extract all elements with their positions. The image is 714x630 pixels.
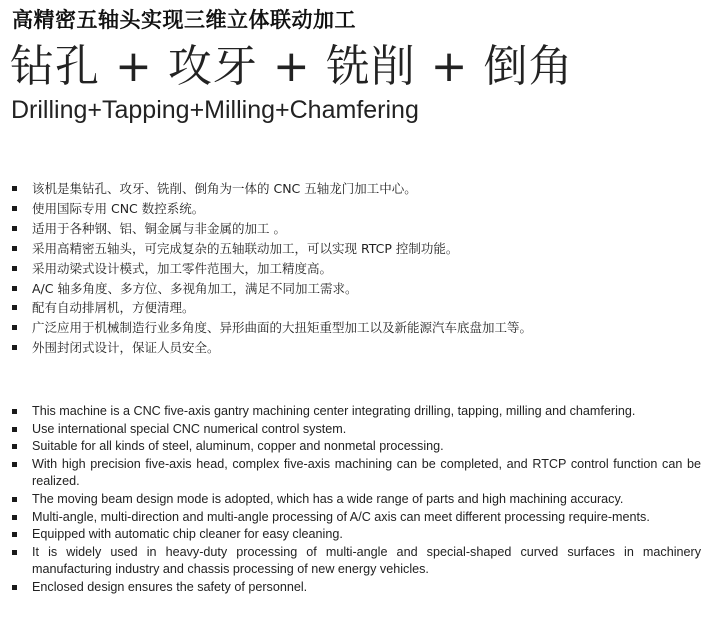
list-item-text: 采用动梁式设计模式，加工零件范围大，加工精度高。 [32, 260, 333, 276]
bullet-icon [12, 246, 17, 251]
list-item [11, 318, 701, 338]
list-item-text: Equipped with automatic chip cleaner for easy cleaning. [32, 527, 343, 542]
list-item [11, 239, 701, 259]
bullet-icon [12, 305, 17, 310]
bullet-icon [12, 515, 17, 520]
list-item-text: Suitable for all kinds of steel, aluminum, copper and nonmetal processing. [32, 439, 444, 454]
list-item-text: 使用国际专用 CNC 数控系统。 [32, 200, 205, 216]
bullet-icon [12, 585, 17, 590]
list-item [11, 179, 701, 199]
list-item [11, 199, 701, 219]
feature-list-chinese [11, 179, 701, 358]
list-item [11, 279, 701, 299]
bullet-icon [12, 532, 17, 537]
bullet-icon [12, 345, 17, 350]
bullet-icon [12, 266, 17, 271]
list-item-text: 该机是集钻孔、攻牙、铣削、倒角为一体的 CNC 五轴龙门加工中心。 [32, 181, 417, 196]
bullet-icon [12, 427, 17, 432]
bullet-icon [12, 286, 17, 291]
list-item-text: 广泛应用于机械制造行业多角度、异形曲面的大扭矩重型加工以及新能源汽车底盘加工等。 [32, 320, 533, 336]
list-item [11, 438, 701, 456]
list-item-text: 采用高精密五轴头，可完成复杂的五轴联动加工，可以实现 RTCP 控制功能。 [32, 240, 459, 256]
list-item [11, 421, 701, 439]
list-item-text: Use international special CNC numerical control system. [32, 421, 347, 436]
list-item-text: Multi-angle, multi-direction and multi-angle processing of A/C axis can meet different processing require-ments. [32, 509, 650, 524]
page-title-english: Drilling+Tapping+Milling+Chamfering [11, 96, 419, 124]
list-item-text: With high precision five-axis head, complex five-axis machining can be completed, and RTCP control function can be realized. [32, 456, 701, 489]
list-item [11, 526, 701, 544]
bullet-icon [12, 550, 17, 555]
page-title: 钻孔 + 攻牙 + 铣削 + 倒角 [10, 41, 574, 92]
list-item [11, 259, 701, 279]
list-item-text: It is widely used in heavy-duty processing of multi-angle and special-shaped curved surfaces in machinery manufacturing industry and chassis processing of new energy vehicles. [32, 544, 701, 577]
list-item [11, 338, 701, 358]
list-item [11, 403, 701, 421]
bullet-icon [12, 226, 17, 231]
list-item [11, 491, 701, 509]
list-item-text: This machine is a CNC five-axis gantry machining center integrating drilling, tapping, milling and chamfering. [32, 404, 636, 418]
bullet-icon [12, 409, 17, 414]
list-item [11, 298, 701, 318]
list-item-text: 外围封闭式设计，保证人员安全。 [32, 340, 220, 356]
bullet-icon [12, 462, 17, 467]
list-item-text: The moving beam design mode is adopted, which has a wide range of parts and high machining accuracy. [32, 491, 624, 506]
list-item [11, 456, 701, 491]
page-subtitle: 高精密五轴头实现三维立体联动加工 [12, 8, 356, 32]
bullet-icon [12, 444, 17, 449]
list-item-text: 适用于各种钢、铝、铜金属与非金属的加工 。 [32, 220, 286, 236]
bullet-icon [12, 206, 17, 211]
list-item [11, 219, 701, 239]
list-item-text: 配有自动排屑机，方便清理。 [32, 300, 195, 316]
bullet-icon [12, 186, 17, 191]
list-item-text: Enclosed design ensures the safety of personnel. [32, 579, 308, 594]
bullet-icon [12, 497, 17, 502]
list-item [11, 579, 701, 597]
list-item-text: A/C 轴多角度、多方位、多视角加工，满足不同加工需求。 [32, 280, 358, 296]
list-item [11, 544, 701, 579]
bullet-icon [12, 325, 17, 330]
feature-list-english [11, 403, 701, 597]
list-item [11, 509, 701, 527]
